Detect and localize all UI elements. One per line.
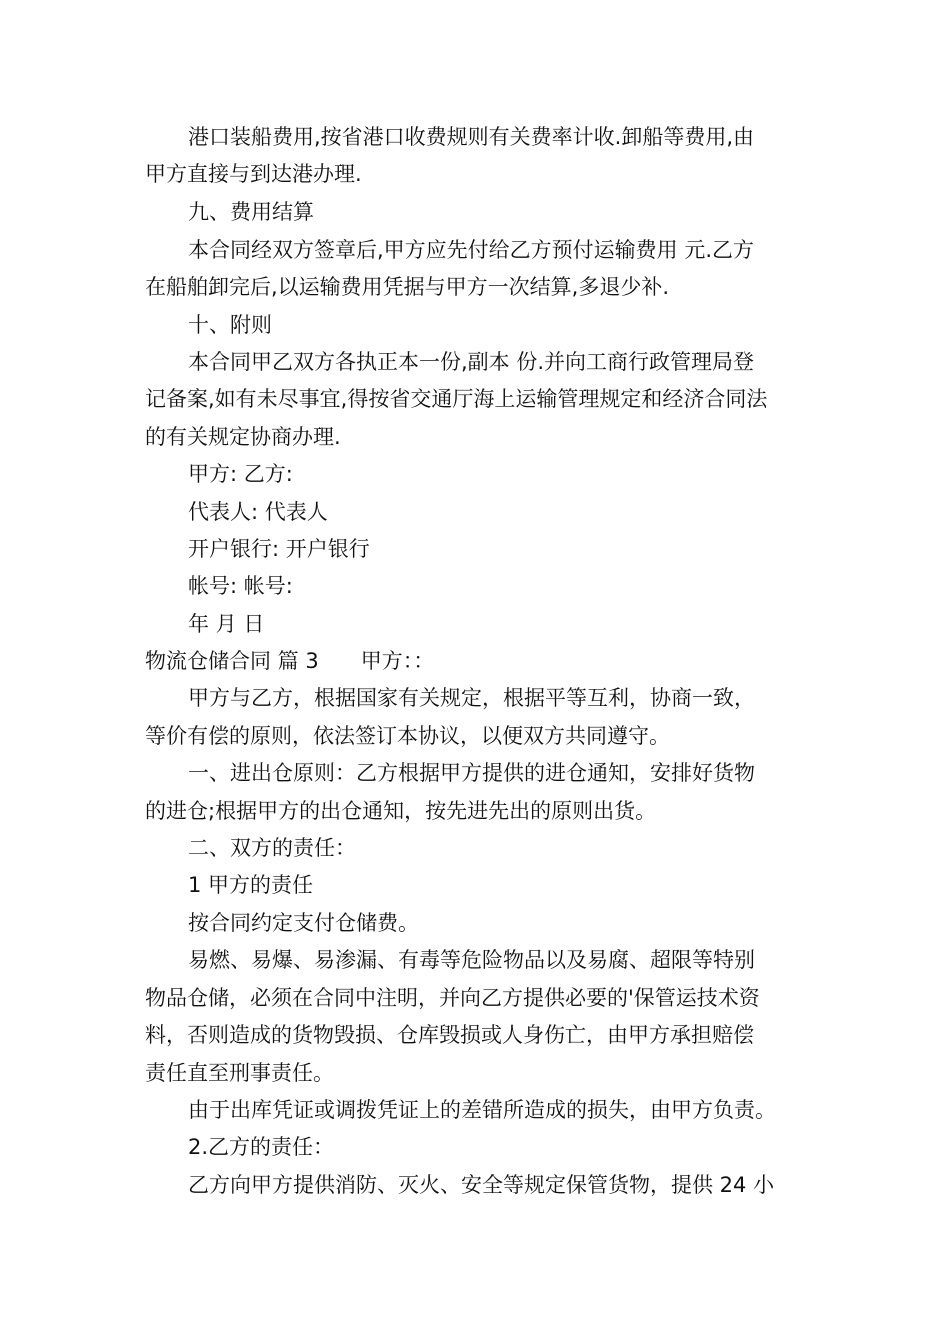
- paragraph-line: 港口装船费用,按省港口收费规则有关费率计收.卸船等费用,由: [188, 125, 755, 149]
- paragraph-line: 甲方与乙方，根据国家有关规定，根据平等互利，协商一致，: [188, 686, 755, 710]
- signature-line-party: 甲方: 乙方:: [188, 462, 293, 486]
- paragraph-line: 责任直至刑事责任。: [145, 1061, 334, 1085]
- signature-line-representative: 代表人: 代表人: [188, 500, 328, 524]
- subsection-heading: 2.乙方的责任：: [188, 1135, 335, 1159]
- contract-title: 物流仓储合同 篇 3 甲方：：: [145, 649, 435, 673]
- paragraph-line: 易燃、易爆、易渗漏、有毒等危险物品以及易腐、超限等特别: [188, 948, 755, 972]
- signature-line-account: 帐号: 帐号:: [188, 574, 293, 598]
- paragraph-line: 等价有偿的原则，依法签订本协议，以便双方共同遵守。: [145, 724, 670, 748]
- paragraph-line: 甲方直接与到达港办理.: [145, 162, 362, 186]
- paragraph-line: 本合同甲乙双方各执正本一份,副本 份.并向工商行政管理局登: [188, 350, 755, 374]
- paragraph-line: 记备案,如有未尽事宜,得按省交通厅海上运输管理规定和经济合同法: [145, 387, 768, 411]
- paragraph-line: 按合同约定支付仓储费。: [188, 911, 419, 935]
- paragraph-line: 由于出库凭证或调拨凭证上的差错所造成的损失，由甲方负责。: [188, 1098, 776, 1122]
- paragraph-line: 在船舶卸完后,以运输费用凭据与甲方一次结算,多退少补.: [145, 275, 670, 299]
- paragraph-line: 本合同经双方签章后,甲方应先付给乙方预付运输费用 元.乙方: [188, 238, 755, 262]
- signature-line-bank: 开户银行: 开户银行: [188, 537, 370, 561]
- signature-line-date: 年 月 日: [188, 612, 265, 636]
- subsection-heading: 1 甲方的责任: [188, 873, 314, 897]
- paragraph-line: 一、进出仓原则：乙方根据甲方提供的进仓通知，安排好货物: [188, 761, 755, 785]
- paragraph-line: 乙方向甲方提供消防、灭火、安全等规定保管货物，提供 24 小: [188, 1173, 775, 1197]
- section-heading: 二、双方的责任：: [188, 836, 356, 860]
- paragraph-line: 物品仓储，必须在合同中注明，并向乙方提供必要的'保管运技术资: [145, 986, 760, 1010]
- paragraph-line: 的有关规定协商办理.: [145, 425, 341, 449]
- section-heading: 九、费用结算: [188, 200, 314, 224]
- paragraph-line: 的进仓;根据甲方的出仓通知，按先进先出的原则出货。: [145, 799, 657, 823]
- section-heading: 十、附则: [188, 313, 272, 337]
- paragraph-line: 料，否则造成的货物毁损、仓库毁损或人身伤亡，由甲方承担赔偿: [145, 1023, 754, 1047]
